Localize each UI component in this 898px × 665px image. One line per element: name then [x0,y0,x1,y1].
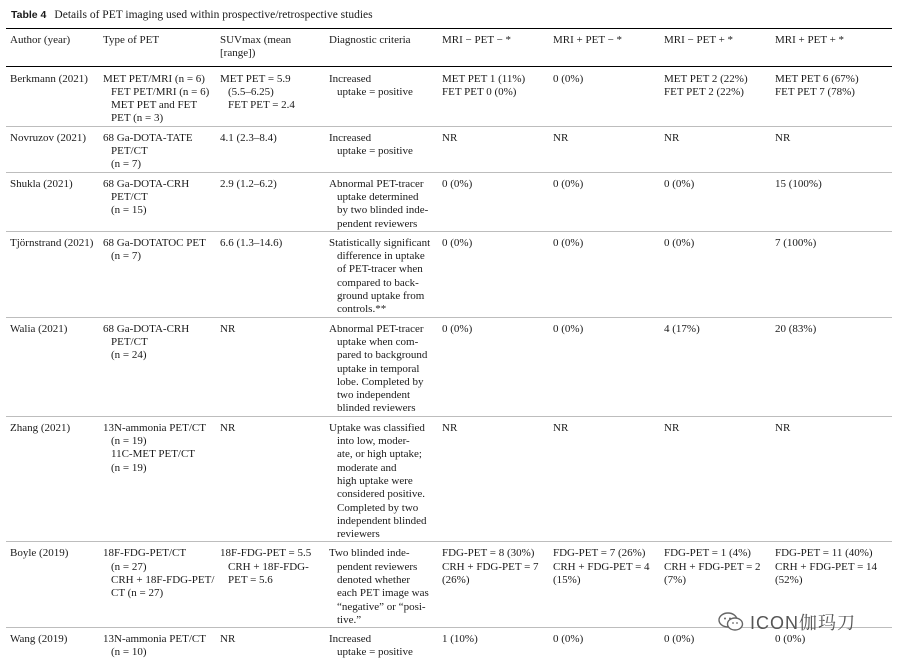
table-cell [438,126,549,172]
table-cell [99,66,216,126]
cell-text: 15 (100%) [775,177,822,190]
cell-text: Boyle (2019) [10,547,69,560]
table-cell [325,416,438,542]
table-label: Table 4 [11,9,47,21]
table-cell [438,317,549,416]
table-cell [99,542,216,628]
table-cell [438,66,549,126]
table-cell [771,126,892,172]
cell-text: Increased uptake = positive [329,131,413,158]
table-cell [660,317,771,416]
table-row [6,172,892,231]
column-header: Diagnostic criteria [329,34,411,46]
cell-text: 0 (0%) [664,177,695,190]
table-cell [771,317,892,416]
cell-text: NR [220,633,236,646]
cell-text: Abnormal PET-tracer uptake determined by two blinded inde- pendent reviewers [329,177,429,230]
cell-text: Berkmann (2021) [10,72,88,85]
cell-text: MET PET/MRI (n = 6) FET PET/MRI (n = 6) MET PET and FET PET (n = 3) [103,72,210,125]
cell-text: FDG-PET = 7 (26%) CRH + FDG-PET = 4 (15%) [553,547,650,586]
table-cell [6,66,99,126]
cell-text: 1 (10%) [442,633,478,646]
cell-text: Two blinded inde- pendent reviewers denoted whether each PET image was “negative” or “posi- tive.” [329,547,429,626]
table-cell [6,317,99,416]
table-cell [99,628,216,665]
table-cell [325,628,438,665]
table-cell [549,66,660,126]
cell-text: Wang (2019) [10,633,68,646]
table-cell [660,172,771,231]
cell-text: Statistically significant difference in uptake of PET-tracer when compared to back- ground uptake from controls.** [329,236,431,316]
table-cell [771,172,892,231]
column-header: MRI + PET + * [775,34,845,46]
column-header: MRI + PET − * [553,34,623,46]
table-cell [325,231,438,317]
cell-text: MET PET 1 (11%) FET PET 0 (0%) [442,72,526,98]
table-cell [216,231,325,317]
table-title: Details of PET imaging used within prospective/retrospective studies [54,9,373,21]
table-cell [660,66,771,126]
table-cell [6,416,99,542]
cell-text: 68 Ga-DOTA-CRH PET/CT (n = 15) [103,177,190,217]
cell-text: Uptake was classified into low, moder- ate, or high uptake; moderate and high uptake were considered positive. Completed by two independent blinded reviewers [329,421,427,541]
table-cell [771,231,892,317]
table-cell [325,542,438,628]
cell-text: FDG-PET = 11 (40%) CRH + FDG-PET = 14 (52%) [775,547,878,586]
cell-text: Increased uptake = positive [329,633,413,659]
cell-text: NR [220,322,236,335]
cell-text: NR [553,131,569,144]
cell-text: NR [664,131,680,144]
cell-text: Shukla (2021) [10,177,73,190]
table-row [6,317,892,416]
cell-text: 18F-FDG-PET = 5.5 CRH + 18F-FDG- PET = 5.6 [220,547,312,586]
cell-text: 0 (0%) [442,236,473,249]
table-caption [11,9,373,21]
cell-text: NR [664,421,680,434]
cell-text: 0 (0%) [553,72,584,85]
cell-text: NR [775,131,791,144]
table-cell [549,542,660,628]
pet-imaging-table [6,28,892,665]
cell-text: 18F-FDG-PET/CT (n = 27) CRH + 18F-FDG-PET/ CT (n = 27) [103,547,215,600]
table-header-row [6,29,892,67]
cell-text: 68 Ga-DOTA-CRH PET/CT (n = 24) [103,322,190,362]
table-cell [6,542,99,628]
cell-text: NR [553,421,569,434]
table-cell [325,172,438,231]
cell-text: Abnormal PET-tracer uptake when com- pared to background uptake in temporal lobe. Completed by two independent blinded reviewers [329,322,428,415]
table-row [6,126,892,172]
cell-text: 0 (0%) [553,177,584,190]
column-header: Type of PET [103,34,160,46]
table-cell [325,66,438,126]
table-cell [99,317,216,416]
table-cell [216,172,325,231]
cell-text: NR [442,421,458,434]
cell-text: 7 (100%) [775,236,817,249]
table-cell [216,628,325,665]
cell-text: 0 (0%) [664,633,695,646]
cell-text: 0 (0%) [664,236,695,249]
cell-text: MET PET 6 (67%) FET PET 7 (78%) [775,72,859,98]
table-cell [99,172,216,231]
table-cell [660,416,771,542]
cell-text: 0 (0%) [553,633,584,646]
cell-text: NR [442,131,458,144]
cell-text: MET PET 2 (22%) FET PET 2 (22%) [664,72,748,98]
cell-text: Walia (2021) [10,322,68,335]
column-header: Author (year) [10,34,71,46]
cell-text: NR [775,421,791,434]
table-cell [216,126,325,172]
table-cell [438,231,549,317]
cell-text: Tjörnstrand (2021) [10,236,94,249]
table-cell [549,231,660,317]
table-cell [549,172,660,231]
table-cell [438,416,549,542]
table-cell [216,66,325,126]
cell-text: Increased uptake = positive [329,72,413,98]
cell-text: 0 (0%) [442,177,473,190]
cell-text: 4 (17%) [664,322,700,335]
table-cell [6,126,99,172]
table-cell [216,542,325,628]
cell-text: 0 (0%) [553,236,584,249]
table-cell [438,542,549,628]
table-cell [99,126,216,172]
cell-text: 6.6 (1.3–14.6) [220,236,283,249]
table-cell [549,317,660,416]
table-cell [438,172,549,231]
column-header: SUVmax (mean [range]) [220,34,292,60]
cell-text: FDG-PET = 8 (30%) CRH + FDG-PET = 7 (26%) [442,547,539,586]
cell-text: 4.1 (2.3–8.4) [220,131,277,144]
table-cell [216,416,325,542]
table-cell [549,126,660,172]
cell-text: 68 Ga-DOTATOC PET (n = 7) [103,236,206,263]
cell-text: Novruzov (2021) [10,131,87,144]
table-cell [6,628,99,665]
column-header: MRI − PET − * [442,34,512,46]
watermark [718,609,856,635]
table-row [6,66,892,126]
table-row [6,231,892,317]
cell-text: 2.9 (1.2–6.2) [220,177,277,190]
cell-text: 0 (0%) [553,322,584,335]
table-cell [6,231,99,317]
cell-text: NR [220,421,236,434]
table-cell [99,231,216,317]
table-cell [438,628,549,665]
cell-text: 13N-ammonia PET/CT (n = 19) 11C-MET PET/CT (n = 19) [103,421,206,474]
cell-text: Zhang (2021) [10,421,71,434]
cell-text: 0 (0%) [442,322,473,335]
table-cell [99,416,216,542]
cell-text: 0 (0%) [775,633,806,646]
table-cell [660,126,771,172]
wechat-icon [718,612,744,632]
table-cell [549,416,660,542]
cell-text: 13N-ammonia PET/CT (n = 10) [103,633,206,659]
table-cell [216,317,325,416]
cell-text: 68 Ga-DOTA-TATE PET/CT (n = 7) [103,131,193,171]
table-cell [325,126,438,172]
table-cell [6,172,99,231]
cell-text: 20 (83%) [775,322,817,335]
table-row [6,416,892,542]
table-cell [325,317,438,416]
column-header: MRI − PET + * [664,34,734,46]
table-cell [660,231,771,317]
table-cell [771,416,892,542]
table-cell [549,628,660,665]
watermark-text: ICON伽玛刀 [750,613,856,633]
table-cell [771,66,892,126]
cell-text: MET PET = 5.9 (5.5–6.25) FET PET = 2.4 [220,72,295,112]
cell-text: FDG-PET = 1 (4%) CRH + FDG-PET = 2 (7%) [664,547,761,586]
